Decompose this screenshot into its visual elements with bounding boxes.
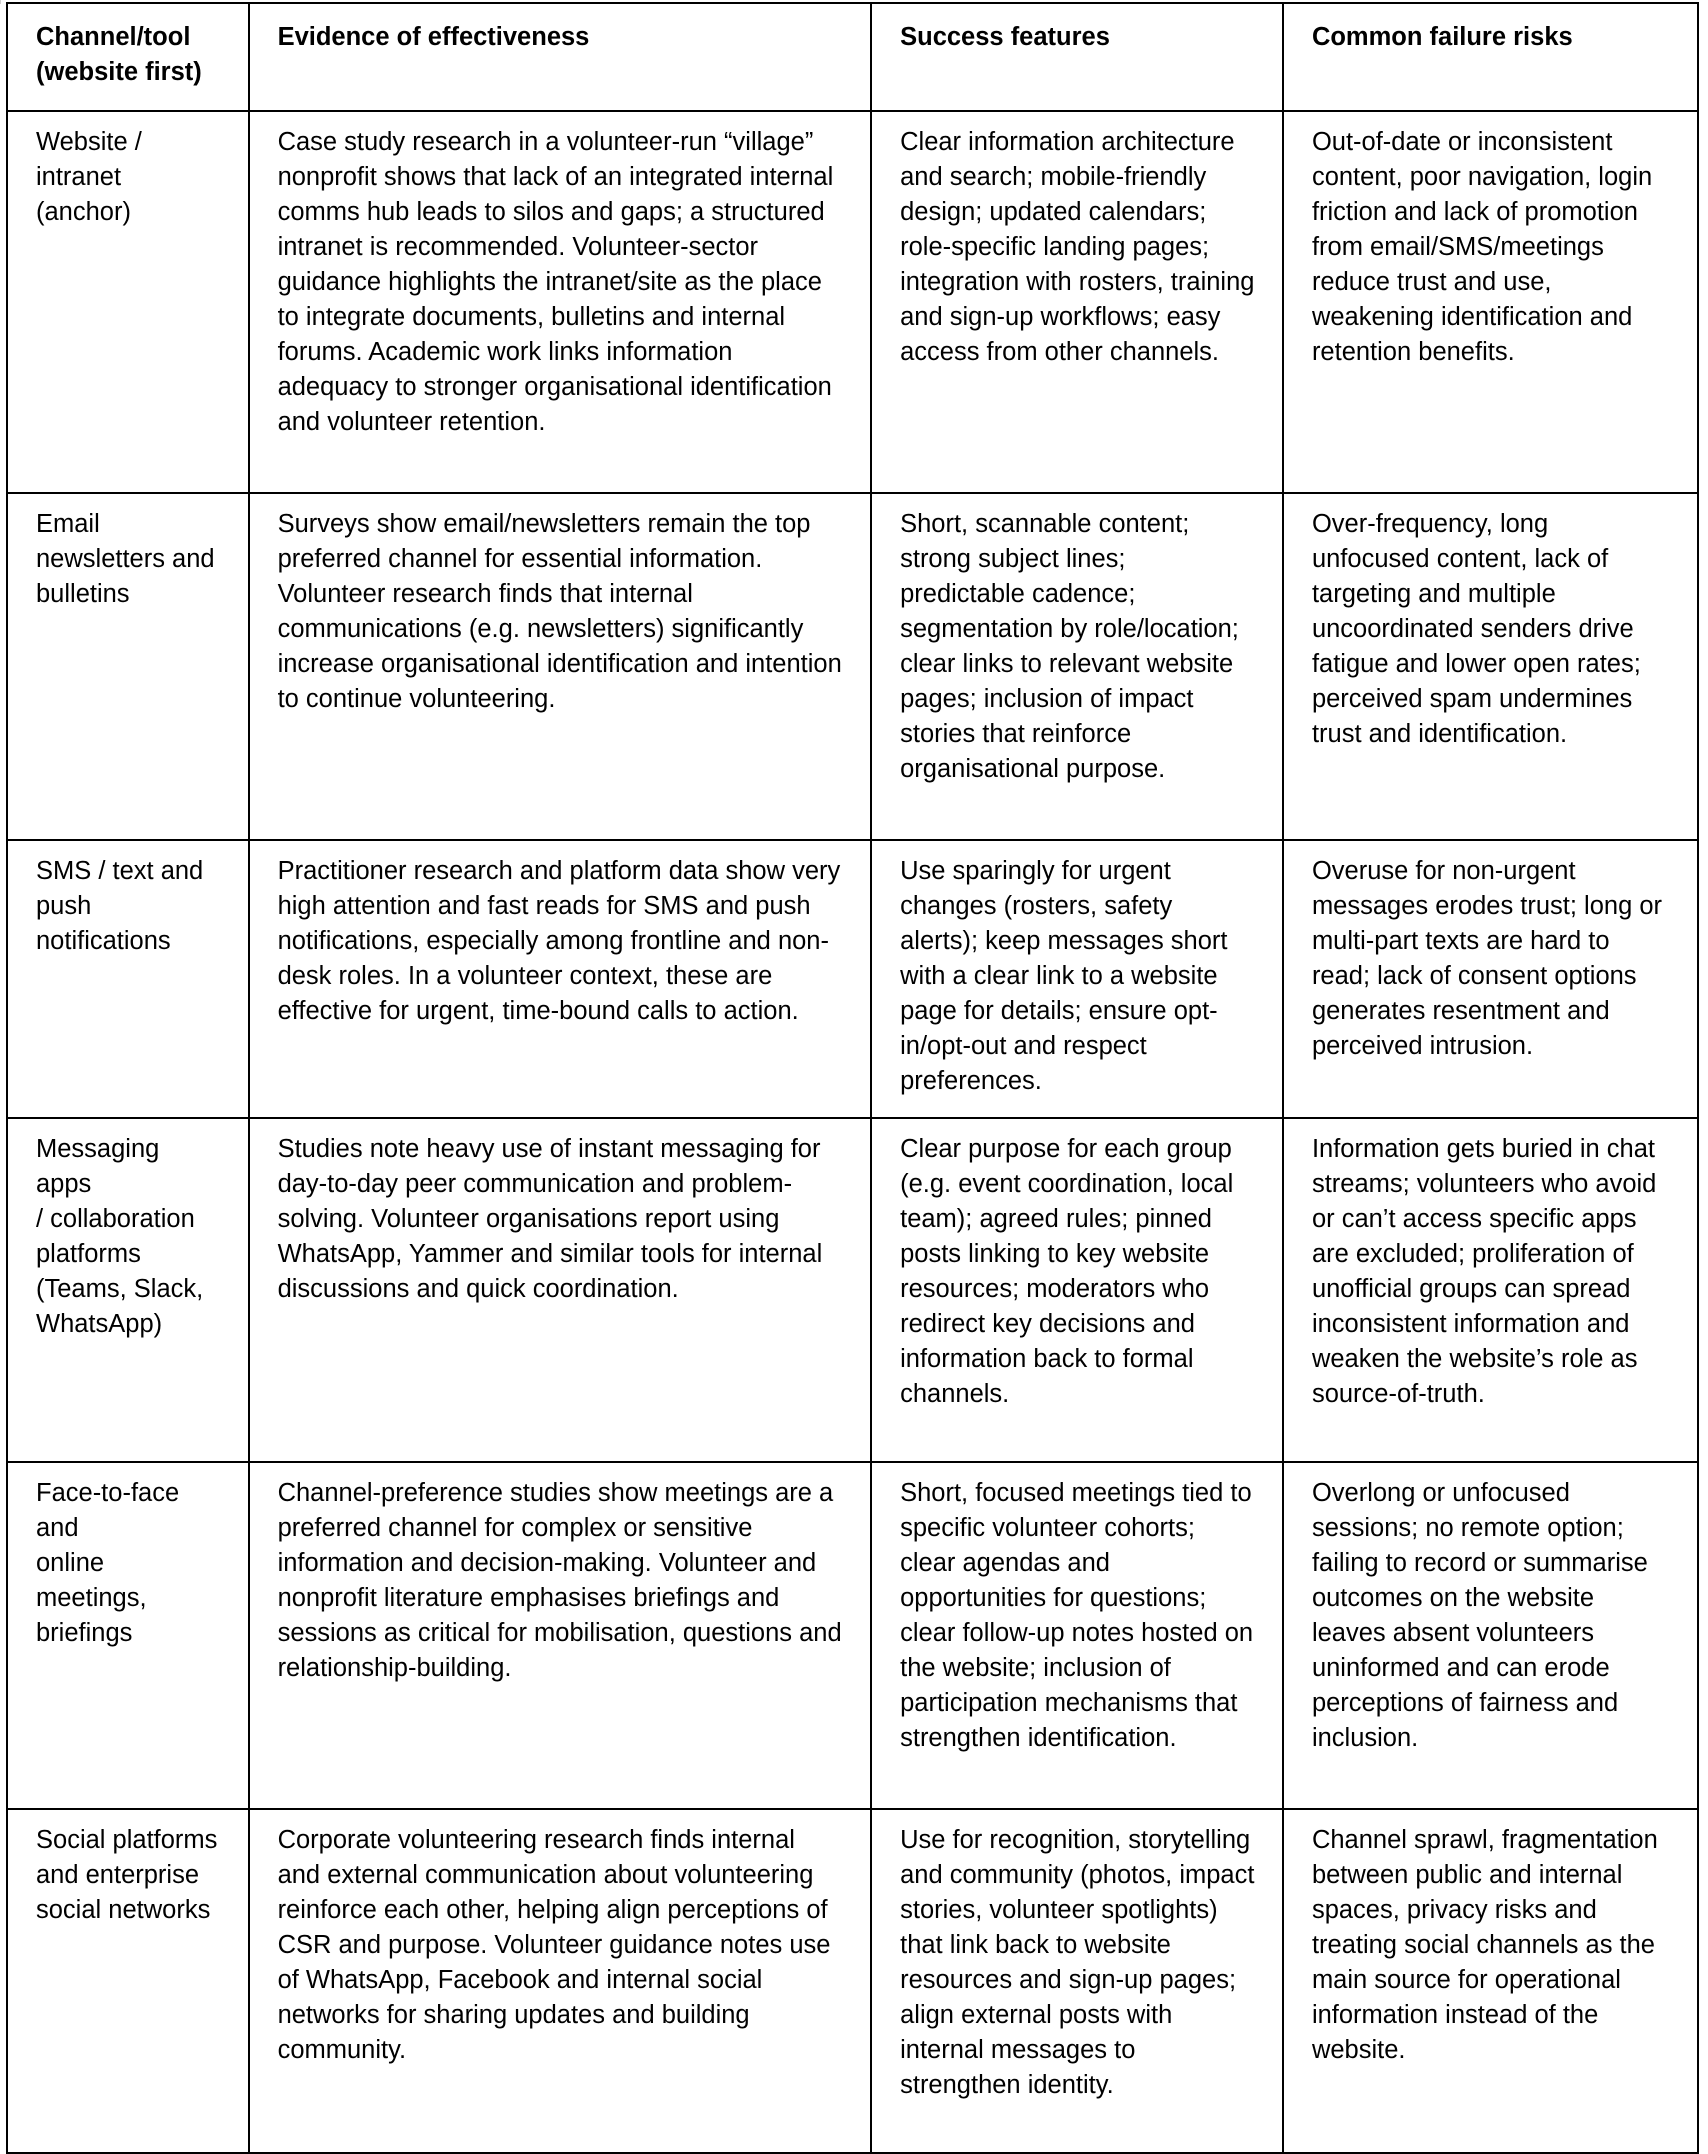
success-text: Clear information architecture and search; mobile-friendly design; updated calendars; role-specific landing pages; integration with rosters, training and sign-up workflows; easy access from other channels. [900,128,1255,366]
table-row [7,493,1698,840]
risks-text: Out-of-date or inconsistent content, poor navigation, login friction and lack of promotion from email/SMS/meetings reduce trust and use, weakening identification and retention benefits. [1311,128,1653,366]
cell-risks [1283,111,1698,493]
risks-text: Information gets buried in chat streams; volunteers who avoid or can’t access specific apps are excluded; proliferation of unofficial groups can spread inconsistent information and weaken the website’s role as source-of-truth. [1311,1135,1657,1408]
table-row [7,1809,1698,2153]
header-risks [1283,3,1698,111]
header-channel-line-1: Channel/tool (website first) [36,23,202,86]
cell-evidence [249,840,872,1118]
risks-text: Overuse for non-urgent messages erodes trust; long or multi-part texts are hard to read; lack of consent options generates resentment and perceived intrusion. [1311,857,1663,1060]
cell-evidence [249,1809,872,2153]
header-success [871,3,1283,111]
cell-channel [7,840,249,1118]
channel-label: Social platforms and enterprise social networks [36,1826,218,1924]
cell-evidence [249,1118,872,1462]
evidence-text: Studies note heavy use of instant messaging for day-to-day peer communication and problem-solving. Volunteer organisations report using WhatsApp, Yammer and similar tools for internal discussions and quick coordination. [277,1135,823,1303]
evidence-text: Channel-preference studies show meetings are a preferred channel for complex or sensitive information and decision-making. Volunteer and nonprofit literature emphasises briefings and sessions as critical for mobilisation, questions and relationship-building. [277,1479,842,1682]
cell-channel [7,111,249,493]
cell-success [871,840,1283,1118]
table-row [7,840,1698,1118]
cell-risks [1283,1462,1698,1809]
header-risks-text: Common failure risks [1311,23,1573,51]
risks-text: Channel sprawl, fragmentation between public and internal spaces, privacy risks and treating social channels as the main source for operational information instead of the website. [1311,1826,1658,2064]
table-row [7,1118,1698,1462]
cell-channel [7,1809,249,2153]
success-text: Short, focused meetings tied to specific volunteer cohorts; clear agendas and opportunities for questions; clear follow-up notes hosted on the website; inclusion of participation mechanisms that strengthen identification. [900,1479,1254,1752]
header-evidence [249,3,872,111]
table-header-row [7,3,1698,111]
cell-risks [1283,493,1698,840]
cell-risks [1283,1118,1698,1462]
channel-comparison-table [6,2,1699,2154]
success-text: Clear purpose for each group (e.g. event coordination, local team); agreed rules; pinned posts linking to key website resources; moderators who redirect key decisions and information back to formal channels. [900,1135,1234,1408]
header-channel [7,3,249,111]
cell-success [871,111,1283,493]
evidence-text: Corporate volunteering research finds internal and external communication about volunteering reinforce each other, helping align perceptions of CSR and purpose. Volunteer guidance notes use of WhatsApp, Facebook and internal social networks for sharing updates and building community. [277,1826,831,2064]
evidence-text: Practitioner research and platform data show very high attention and fast reads for SMS and push notifications, especially among frontline and non-desk roles. In a volunteer context, these are effective for urgent, time-bound calls to action. [277,857,841,1025]
channel-label: Face-to-face and online meetings, briefings [36,1479,180,1647]
table-row [7,111,1698,493]
cell-success [871,1809,1283,2153]
cell-channel [7,493,249,840]
header-success-text: Success features [900,23,1110,51]
evidence-text: Surveys show email/newsletters remain the top preferred channel for essential information. Volunteer research finds that internal communications (e.g. newsletters) significantly increase organisational identification and intention to continue volunteering. [277,510,842,713]
channel-label: Website / intranet (anchor) [36,128,142,226]
risks-text: Overlong or unfocused sessions; no remote option; failing to record or summarise outcomes on the website leaves absent volunteers uninformed and can erode perceptions of fairness and inclusion. [1311,1479,1648,1752]
channel-label: SMS / text and push notifications [36,857,204,955]
channel-label: Email newsletters and bulletins [36,510,215,608]
cell-success [871,1462,1283,1809]
cell-channel [7,1462,249,1809]
risks-text: Over-frequency, long unfocused content, lack of targeting and multiple uncoordinated senders drive fatigue and lower open rates; perceived spam undermines trust and identification. [1311,510,1641,748]
cell-evidence [249,493,872,840]
cell-evidence [249,111,872,493]
success-text: Use sparingly for urgent changes (rosters, safety alerts); keep messages short with a clear link to a website page for details; ensure opt-in/opt-out and respect preferences. [900,857,1228,1095]
cell-risks [1283,1809,1698,2153]
cell-success [871,493,1283,840]
evidence-text: Case study research in a volunteer-run “village” nonprofit shows that lack of an integrated internal comms hub leads to silos and gaps; a structured intranet is recommended. Volunteer-sector guidance highlights the intranet/site as the place to integrate documents, bulletins and internal forums. Academic work links information adequacy to stronger organisational identification and volunteer retention. [277,128,834,436]
success-text: Short, scannable content; strong subject lines; predictable cadence; segmentation by role/location; clear links to relevant website pages; inclusion of impact stories that reinforce organisational purpose. [900,510,1239,783]
cell-evidence [249,1462,872,1809]
channel-label: Messaging apps / collaboration platforms (Teams, Slack, WhatsApp) [36,1135,204,1338]
cell-risks [1283,840,1698,1118]
cell-success [871,1118,1283,1462]
cell-channel [7,1118,249,1462]
table-row [7,1462,1698,1809]
header-evidence-text: Evidence of effectiveness [277,23,590,51]
success-text: Use for recognition, storytelling and community (photos, impact stories, volunteer spotlights) that link back to website resources and sign-up pages; align external posts with internal messages to strengthen identity. [900,1826,1255,2099]
